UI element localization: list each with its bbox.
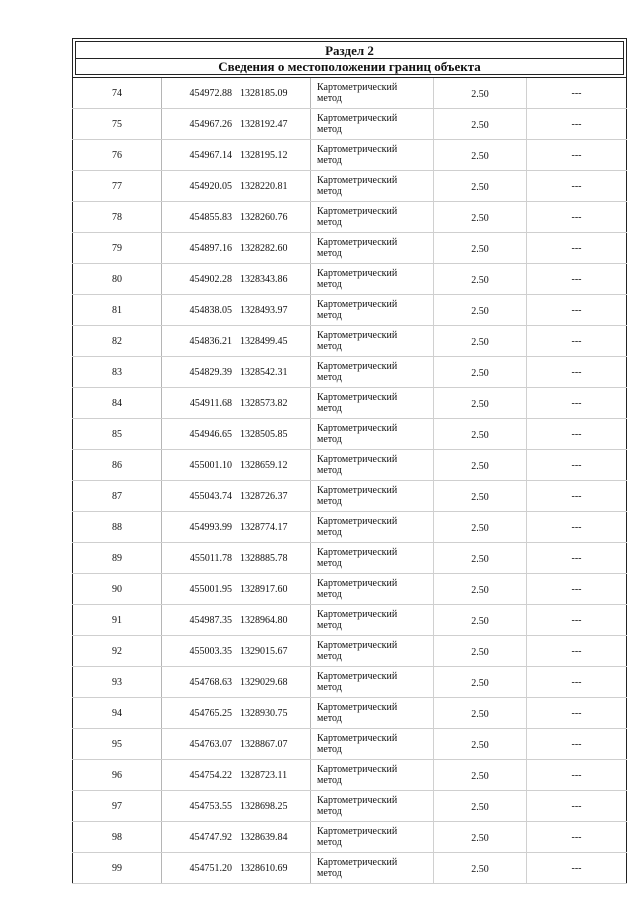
method-cell xyxy=(311,295,434,326)
accuracy-cell: 2.50 xyxy=(434,822,527,853)
table-row xyxy=(73,326,627,357)
point-number-cell: 98 xyxy=(73,822,162,853)
note-cell: --- xyxy=(527,791,627,822)
note-cell: --- xyxy=(527,202,627,233)
method-line-1: Картометрический xyxy=(317,299,398,310)
method-line-2: метод xyxy=(317,837,342,848)
coordinate-x-cell: 454902.28 xyxy=(162,264,235,295)
coordinate-y-cell: 1328542.31 xyxy=(234,357,311,388)
method-line-1: Картометрический xyxy=(317,392,398,403)
method-line-1: Картометрический xyxy=(317,547,398,558)
method-line-1: Картометрический xyxy=(317,175,398,186)
coordinate-x-cell: 454972.88 xyxy=(162,78,235,109)
coordinate-y-cell: 1328930.75 xyxy=(234,698,311,729)
section-title: Раздел 2 xyxy=(76,42,623,59)
coordinate-y-cell: 1329029.68 xyxy=(234,667,311,698)
accuracy-cell: 2.50 xyxy=(434,729,527,760)
method-line-2: метод xyxy=(317,775,342,786)
point-number-cell: 83 xyxy=(73,357,162,388)
coordinate-y-cell: 1328774.17 xyxy=(234,512,311,543)
accuracy-cell: 2.50 xyxy=(434,171,527,202)
point-number-cell: 84 xyxy=(73,388,162,419)
coordinate-x-cell: 454747.92 xyxy=(162,822,235,853)
method-line-2: метод xyxy=(317,341,342,352)
note-cell: --- xyxy=(527,357,627,388)
coordinate-y-cell: 1328964.80 xyxy=(234,605,311,636)
method-line-2: метод xyxy=(317,868,342,879)
method-cell xyxy=(311,264,434,295)
coordinate-y-cell: 1328343.86 xyxy=(234,264,311,295)
method-line-2: метод xyxy=(317,124,342,135)
coordinate-y-cell: 1328698.25 xyxy=(234,791,311,822)
coordinate-y-cell: 1328639.84 xyxy=(234,822,311,853)
note-cell: --- xyxy=(527,667,627,698)
point-number-cell: 78 xyxy=(73,202,162,233)
coordinate-y-cell: 1328917.60 xyxy=(234,574,311,605)
note-cell: --- xyxy=(527,450,627,481)
method-cell xyxy=(311,605,434,636)
note-cell: --- xyxy=(527,109,627,140)
method-cell xyxy=(311,729,434,760)
coordinate-x-cell: 454967.14 xyxy=(162,140,235,171)
method-cell xyxy=(311,698,434,729)
note-cell: --- xyxy=(527,543,627,574)
note-cell: --- xyxy=(527,512,627,543)
accuracy-cell: 2.50 xyxy=(434,667,527,698)
accuracy-cell: 2.50 xyxy=(434,760,527,791)
note-cell: --- xyxy=(527,233,627,264)
method-cell xyxy=(311,171,434,202)
note-cell: --- xyxy=(527,822,627,853)
point-number-cell: 85 xyxy=(73,419,162,450)
method-cell xyxy=(311,326,434,357)
point-number-cell: 97 xyxy=(73,791,162,822)
method-line-2: метод xyxy=(317,248,342,259)
method-cell xyxy=(311,388,434,419)
table-row xyxy=(73,171,627,202)
method-cell xyxy=(311,791,434,822)
accuracy-cell: 2.50 xyxy=(434,78,527,109)
accuracy-cell: 2.50 xyxy=(434,450,527,481)
method-line-1: Картометрический xyxy=(317,237,398,248)
coordinate-x-cell: 454751.20 xyxy=(162,853,235,884)
accuracy-cell: 2.50 xyxy=(434,109,527,140)
table-row xyxy=(73,388,627,419)
note-cell: --- xyxy=(527,636,627,667)
coordinate-y-cell: 1328726.37 xyxy=(234,481,311,512)
table-row xyxy=(73,140,627,171)
section-header-inner xyxy=(75,41,624,75)
point-number-cell: 86 xyxy=(73,450,162,481)
coordinate-y-cell: 1328220.81 xyxy=(234,171,311,202)
coordinate-y-cell: 1328195.12 xyxy=(234,140,311,171)
note-cell: --- xyxy=(527,574,627,605)
coordinate-y-cell: 1329015.67 xyxy=(234,636,311,667)
point-number-cell: 92 xyxy=(73,636,162,667)
note-cell: --- xyxy=(527,419,627,450)
table-row xyxy=(73,853,627,884)
method-cell xyxy=(311,450,434,481)
point-number-cell: 95 xyxy=(73,729,162,760)
method-line-2: метод xyxy=(317,310,342,321)
note-cell: --- xyxy=(527,78,627,109)
method-cell xyxy=(311,853,434,884)
method-cell xyxy=(311,357,434,388)
note-cell: --- xyxy=(527,171,627,202)
method-line-2: метод xyxy=(317,806,342,817)
method-line-1: Картометрический xyxy=(317,671,398,682)
accuracy-cell: 2.50 xyxy=(434,853,527,884)
coordinate-y-cell: 1328499.45 xyxy=(234,326,311,357)
method-line-1: Картометрический xyxy=(317,330,398,341)
point-number-cell: 99 xyxy=(73,853,162,884)
note-cell: --- xyxy=(527,264,627,295)
point-number-cell: 88 xyxy=(73,512,162,543)
method-line-2: метод xyxy=(317,713,342,724)
table-row xyxy=(73,78,627,109)
method-line-2: метод xyxy=(317,186,342,197)
method-line-2: метод xyxy=(317,279,342,290)
section-subtitle: Сведения о местоположении границ объекта xyxy=(218,59,481,74)
method-line-2: метод xyxy=(317,465,342,476)
section-header xyxy=(72,38,627,78)
note-cell: --- xyxy=(527,140,627,171)
method-line-2: метод xyxy=(317,620,342,631)
method-cell xyxy=(311,78,434,109)
coordinate-x-cell: 454768.63 xyxy=(162,667,235,698)
table-row xyxy=(73,791,627,822)
method-line-1: Картометрический xyxy=(317,764,398,775)
coordinate-y-cell: 1328282.60 xyxy=(234,233,311,264)
coordinate-x-cell: 455011.78 xyxy=(162,543,235,574)
document-sheet xyxy=(72,38,627,884)
point-number-cell: 91 xyxy=(73,605,162,636)
coordinate-x-cell: 454754.22 xyxy=(162,760,235,791)
method-line-1: Картометрический xyxy=(317,485,398,496)
method-line-2: метод xyxy=(317,682,342,693)
method-cell xyxy=(311,109,434,140)
table-row xyxy=(73,698,627,729)
method-line-2: метод xyxy=(317,217,342,228)
point-number-cell: 75 xyxy=(73,109,162,140)
note-cell: --- xyxy=(527,760,627,791)
note-cell: --- xyxy=(527,481,627,512)
coordinate-x-cell: 454920.05 xyxy=(162,171,235,202)
table-row xyxy=(73,760,627,791)
table-row xyxy=(73,512,627,543)
coordinate-y-cell: 1328260.76 xyxy=(234,202,311,233)
method-line-2: метод xyxy=(317,527,342,538)
coordinate-y-cell: 1328659.12 xyxy=(234,450,311,481)
table-row xyxy=(73,822,627,853)
note-cell: --- xyxy=(527,853,627,884)
accuracy-cell: 2.50 xyxy=(434,233,527,264)
method-line-2: метод xyxy=(317,155,342,166)
method-cell xyxy=(311,636,434,667)
table-row xyxy=(73,233,627,264)
coordinate-x-cell: 454763.07 xyxy=(162,729,235,760)
table-row xyxy=(73,109,627,140)
method-line-1: Картометрический xyxy=(317,733,398,744)
point-number-cell: 77 xyxy=(73,171,162,202)
coordinate-x-cell: 454838.05 xyxy=(162,295,235,326)
accuracy-cell: 2.50 xyxy=(434,357,527,388)
boundary-points-table xyxy=(72,78,627,884)
table-row xyxy=(73,574,627,605)
point-number-cell: 79 xyxy=(73,233,162,264)
method-line-2: метод xyxy=(317,558,342,569)
method-cell xyxy=(311,512,434,543)
method-line-1: Картометрический xyxy=(317,578,398,589)
point-number-cell: 81 xyxy=(73,295,162,326)
table-row xyxy=(73,481,627,512)
method-cell xyxy=(311,140,434,171)
coordinate-y-cell: 1328493.97 xyxy=(234,295,311,326)
accuracy-cell: 2.50 xyxy=(434,636,527,667)
note-cell: --- xyxy=(527,326,627,357)
point-number-cell: 89 xyxy=(73,543,162,574)
coordinate-x-cell: 454911.68 xyxy=(162,388,235,419)
method-line-1: Картометрический xyxy=(317,454,398,465)
accuracy-cell: 2.50 xyxy=(434,791,527,822)
point-number-cell: 87 xyxy=(73,481,162,512)
method-line-2: метод xyxy=(317,434,342,445)
coordinate-x-cell: 454967.26 xyxy=(162,109,235,140)
table-row xyxy=(73,450,627,481)
coordinate-x-cell: 454946.65 xyxy=(162,419,235,450)
point-number-cell: 94 xyxy=(73,698,162,729)
method-line-1: Картометрический xyxy=(317,640,398,651)
method-cell xyxy=(311,667,434,698)
accuracy-cell: 2.50 xyxy=(434,419,527,450)
coordinate-x-cell: 454753.55 xyxy=(162,791,235,822)
method-line-1: Картометрический xyxy=(317,826,398,837)
table-row xyxy=(73,264,627,295)
point-number-cell: 96 xyxy=(73,760,162,791)
method-line-2: метод xyxy=(317,93,342,104)
method-line-2: метод xyxy=(317,372,342,383)
coordinate-y-cell: 1328867.07 xyxy=(234,729,311,760)
accuracy-cell: 2.50 xyxy=(434,512,527,543)
method-cell xyxy=(311,574,434,605)
table-row xyxy=(73,295,627,326)
point-number-cell: 82 xyxy=(73,326,162,357)
method-cell xyxy=(311,202,434,233)
method-line-1: Картометрический xyxy=(317,516,398,527)
note-cell: --- xyxy=(527,295,627,326)
coordinate-x-cell: 454829.39 xyxy=(162,357,235,388)
accuracy-cell: 2.50 xyxy=(434,481,527,512)
method-line-1: Картометрический xyxy=(317,113,398,124)
point-number-cell: 76 xyxy=(73,140,162,171)
coordinate-x-cell: 454897.16 xyxy=(162,233,235,264)
accuracy-cell: 2.50 xyxy=(434,326,527,357)
table-row xyxy=(73,357,627,388)
method-line-2: метод xyxy=(317,496,342,507)
table-row xyxy=(73,543,627,574)
method-line-1: Картометрический xyxy=(317,206,398,217)
coordinate-y-cell: 1328185.09 xyxy=(234,78,311,109)
point-number-cell: 90 xyxy=(73,574,162,605)
table-row xyxy=(73,667,627,698)
method-cell xyxy=(311,543,434,574)
table-row xyxy=(73,202,627,233)
method-cell xyxy=(311,822,434,853)
accuracy-cell: 2.50 xyxy=(434,295,527,326)
method-line-1: Картометрический xyxy=(317,268,398,279)
note-cell: --- xyxy=(527,388,627,419)
method-line-1: Картометрический xyxy=(317,423,398,434)
note-cell: --- xyxy=(527,729,627,760)
boundary-points-body xyxy=(73,78,627,884)
method-line-1: Картометрический xyxy=(317,144,398,155)
coordinate-x-cell: 455001.95 xyxy=(162,574,235,605)
coordinate-x-cell: 455043.74 xyxy=(162,481,235,512)
method-line-1: Картометрический xyxy=(317,609,398,620)
accuracy-cell: 2.50 xyxy=(434,388,527,419)
method-cell xyxy=(311,233,434,264)
method-line-2: метод xyxy=(317,651,342,662)
coordinate-y-cell: 1328505.85 xyxy=(234,419,311,450)
accuracy-cell: 2.50 xyxy=(434,202,527,233)
point-number-cell: 93 xyxy=(73,667,162,698)
note-cell: --- xyxy=(527,605,627,636)
method-line-1: Картометрический xyxy=(317,857,398,868)
note-cell: --- xyxy=(527,698,627,729)
coordinate-y-cell: 1328192.47 xyxy=(234,109,311,140)
coordinate-x-cell: 454993.99 xyxy=(162,512,235,543)
accuracy-cell: 2.50 xyxy=(434,605,527,636)
method-line-2: метод xyxy=(317,589,342,600)
accuracy-cell: 2.50 xyxy=(434,140,527,171)
accuracy-cell: 2.50 xyxy=(434,264,527,295)
table-row xyxy=(73,636,627,667)
table-row xyxy=(73,729,627,760)
point-number-cell: 80 xyxy=(73,264,162,295)
coordinate-x-cell: 455003.35 xyxy=(162,636,235,667)
table-row xyxy=(73,419,627,450)
point-number-cell: 74 xyxy=(73,78,162,109)
method-line-1: Картометрический xyxy=(317,82,398,93)
method-cell xyxy=(311,419,434,450)
coordinate-x-cell: 454765.25 xyxy=(162,698,235,729)
coordinate-y-cell: 1328885.78 xyxy=(234,543,311,574)
table-row xyxy=(73,605,627,636)
method-line-2: метод xyxy=(317,744,342,755)
accuracy-cell: 2.50 xyxy=(434,698,527,729)
coordinate-x-cell: 455001.10 xyxy=(162,450,235,481)
coordinate-x-cell: 454836.21 xyxy=(162,326,235,357)
accuracy-cell: 2.50 xyxy=(434,574,527,605)
accuracy-cell: 2.50 xyxy=(434,543,527,574)
coordinate-x-cell: 454987.35 xyxy=(162,605,235,636)
method-line-1: Картометрический xyxy=(317,361,398,372)
method-cell xyxy=(311,760,434,791)
coordinate-y-cell: 1328723.11 xyxy=(234,760,311,791)
coordinate-y-cell: 1328573.82 xyxy=(234,388,311,419)
method-cell xyxy=(311,481,434,512)
method-line-2: метод xyxy=(317,403,342,414)
coordinate-y-cell: 1328610.69 xyxy=(234,853,311,884)
coordinate-x-cell: 454855.83 xyxy=(162,202,235,233)
method-line-1: Картометрический xyxy=(317,702,398,713)
method-line-1: Картометрический xyxy=(317,795,398,806)
